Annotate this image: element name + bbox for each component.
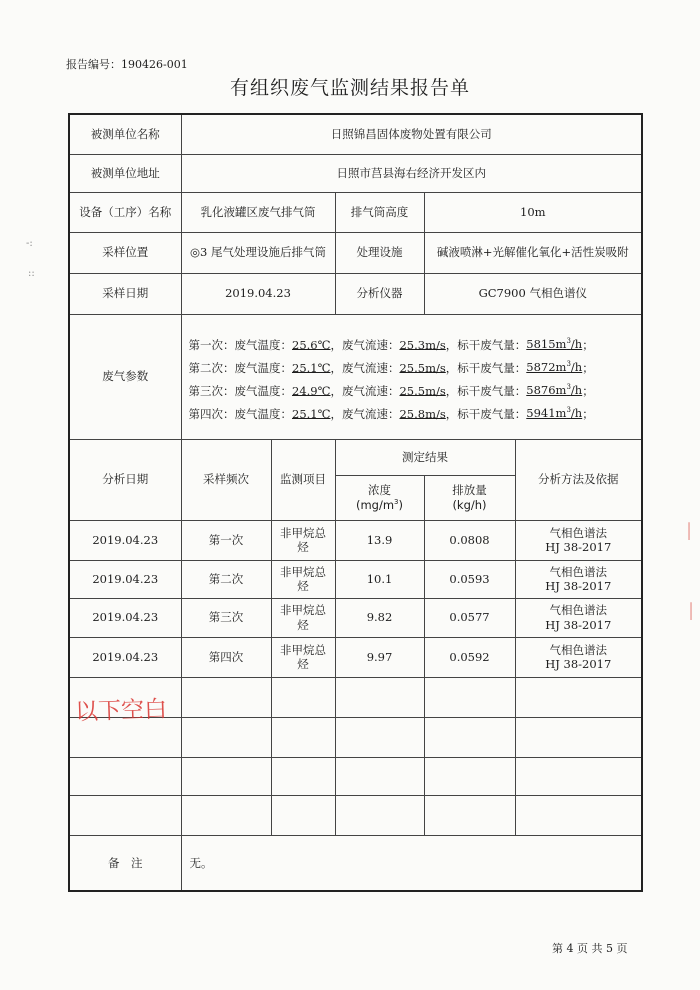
sampling-position-label: 采样位置	[69, 232, 181, 273]
empty-row	[69, 757, 642, 795]
cell-method: 气相色谱法 HJ 38-2017	[515, 598, 642, 637]
blank-below-stamp: 以下空白	[74, 696, 168, 726]
cell-date: 2019.04.23	[69, 637, 181, 677]
cell-emission: 0.0592	[424, 637, 515, 677]
page-footer: 第 4 页 共 5 页	[552, 942, 628, 955]
sampling-position-row	[69, 232, 642, 273]
report-number: 报告编号：190426-001	[66, 58, 188, 71]
instrument-value: GC7900 气相色谱仪	[424, 273, 642, 314]
page-title: 有组织废气监测结果报告单	[229, 77, 470, 99]
cell-frequency: 第四次	[181, 637, 271, 677]
gas-params-list	[181, 314, 642, 439]
address-label: 被测单位地址	[69, 154, 181, 192]
table-row	[69, 520, 642, 560]
cell-emission: 0.0577	[424, 598, 515, 637]
cell-item: 非甲烷总烃	[271, 560, 335, 598]
table-row	[69, 560, 642, 598]
empty-row	[69, 795, 642, 835]
unit-name-row	[69, 114, 642, 154]
table-row	[69, 637, 642, 677]
equipment-value: 乳化液罐区废气排气筒	[181, 192, 335, 232]
cell-concentration: 10.1	[335, 560, 424, 598]
cell-item: 非甲烷总烃	[271, 637, 335, 677]
cell-frequency: 第二次	[181, 560, 271, 598]
header-item: 监测项目	[271, 439, 335, 520]
equipment-label: 设备（工序）名称	[69, 192, 181, 232]
cell-method: 气相色谱法 HJ 38-2017	[515, 520, 642, 560]
header-emission: 排放量 (kg/h)	[424, 475, 515, 520]
cell-frequency: 第三次	[181, 598, 271, 637]
unit-name-value: 日照锦昌固体废物处置有限公司	[181, 114, 642, 154]
sampling-date-value: 2019.04.23	[181, 273, 335, 314]
cell-concentration: 13.9	[335, 520, 424, 560]
cell-concentration: 9.82	[335, 598, 424, 637]
cell-date: 2019.04.23	[69, 520, 181, 560]
cell-frequency: 第一次	[181, 520, 271, 560]
header-concentration: 浓度 $(mg/m^3)$	[335, 475, 424, 520]
stack-height-label: 排气筒高度	[335, 192, 424, 232]
gas-params-label: 废气参数	[69, 314, 181, 439]
cell-emission: 0.0808	[424, 520, 515, 560]
cell-method: 气相色谱法 HJ 38-2017	[515, 560, 642, 598]
report-table	[68, 113, 643, 892]
note-label: 备 注	[69, 835, 181, 891]
gas-param-line: 第一次：废气温度：25.6℃，废气流速：25.3m/s，标干废气量：$5815m^3/h$；	[188, 337, 594, 352]
treatment-label: 处理设施	[335, 232, 424, 273]
scan-mark: -:	[26, 238, 33, 249]
cell-concentration: 9.97	[335, 637, 424, 677]
seal-edge-mark: |	[686, 520, 693, 541]
scan-mark: ::	[28, 268, 35, 279]
cell-method: 气相色谱法 HJ 38-2017	[515, 637, 642, 677]
stack-height-value: 10m	[424, 192, 642, 232]
cell-item: 非甲烷总烃	[271, 520, 335, 560]
sampling-date-row	[69, 273, 642, 314]
address-row	[69, 154, 642, 192]
header-method: 分析方法及依据	[515, 439, 642, 520]
header-results: 测定结果	[335, 439, 515, 475]
header-frequency: 采样频次	[181, 439, 271, 520]
note-row	[69, 835, 642, 891]
unit-name-label: 被测单位名称	[69, 114, 181, 154]
cell-date: 2019.04.23	[69, 598, 181, 637]
note-value: 无。	[181, 835, 642, 891]
results-header-row	[69, 439, 642, 475]
equipment-row	[69, 192, 642, 232]
header-analysis-date: 分析日期	[69, 439, 181, 520]
table-row	[69, 598, 642, 637]
gas-param-line: 第三次：废气温度：24.9℃，废气流速：25.5m/s，标干废气量：$5876m^3/h$；	[188, 383, 594, 398]
cell-date: 2019.04.23	[69, 560, 181, 598]
gas-param-line: 第四次：废气温度：25.1℃，废气流速：25.8m/s，标干废气量：$5941m^3/h$；	[188, 406, 594, 421]
cell-item: 非甲烷总烃	[271, 598, 335, 637]
sampling-date-label: 采样日期	[69, 273, 181, 314]
gas-param-line: 第二次：废气温度：25.1℃，废气流速：25.5m/s，标干废气量：$5872m^3/h$；	[188, 360, 594, 375]
address-value: 日照市莒县海右经济开发区内	[181, 154, 642, 192]
seal-edge-mark: |	[688, 600, 695, 621]
gas-params-row	[69, 314, 642, 439]
instrument-label: 分析仪器	[335, 273, 424, 314]
cell-emission: 0.0593	[424, 560, 515, 598]
treatment-value: 碱液喷淋+光解催化氧化+活性炭吸附	[424, 232, 642, 273]
sampling-position-value: ◎3 尾气处理设施后排气筒	[181, 232, 335, 273]
